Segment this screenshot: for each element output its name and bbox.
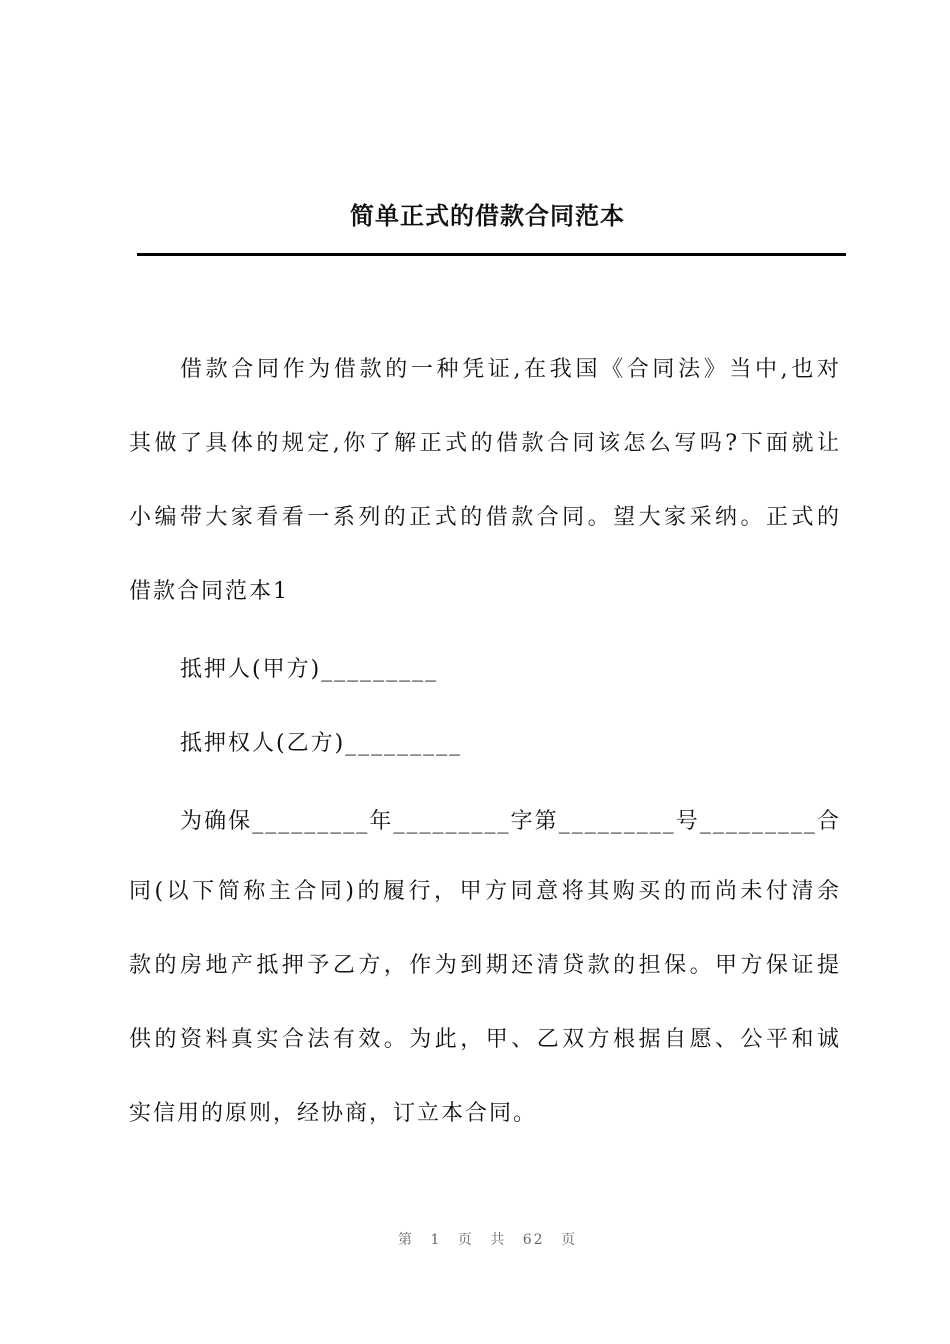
clause-line-5: 实信用的原则，经协商，订立本合同。 (129, 1101, 538, 1126)
page-footer: 第 1 页 共 62 页 (398, 1232, 577, 1248)
clause-line-3: 款的房地产抵押予乙方，作为到期还清贷款的担保。甲方保证提 (129, 953, 841, 978)
party-b-line: 抵押权人(乙方)_________ (180, 731, 463, 756)
party-a-line: 抵押人(甲方)_________ (180, 657, 439, 682)
intro-line-1: 借款合同作为借款的一种凭证,在我国《合同法》当中,也对 (180, 357, 841, 382)
document-title: 简单正式的借款合同范本 (350, 202, 625, 230)
clause-line-4: 供的资料真实合法有效。为此，甲、乙双方根据自愿、公平和诚 (129, 1027, 841, 1052)
title-underline (137, 253, 846, 256)
intro-line-2: 其做了具体的规定,你了解正式的借款合同该怎么写吗?下面就让 (129, 431, 841, 456)
clause-line-1: 为确保_________年_________字第_________号_________合 (180, 809, 841, 834)
intro-line-4: 借款合同范本1 (129, 579, 289, 604)
intro-line-3: 小编带大家看看一系列的正式的借款合同。望大家采纳。正式的 (129, 505, 841, 530)
clause-line-2: 同(以下简称主合同)的履行，甲方同意将其购买的而尚未付清余 (129, 879, 841, 904)
